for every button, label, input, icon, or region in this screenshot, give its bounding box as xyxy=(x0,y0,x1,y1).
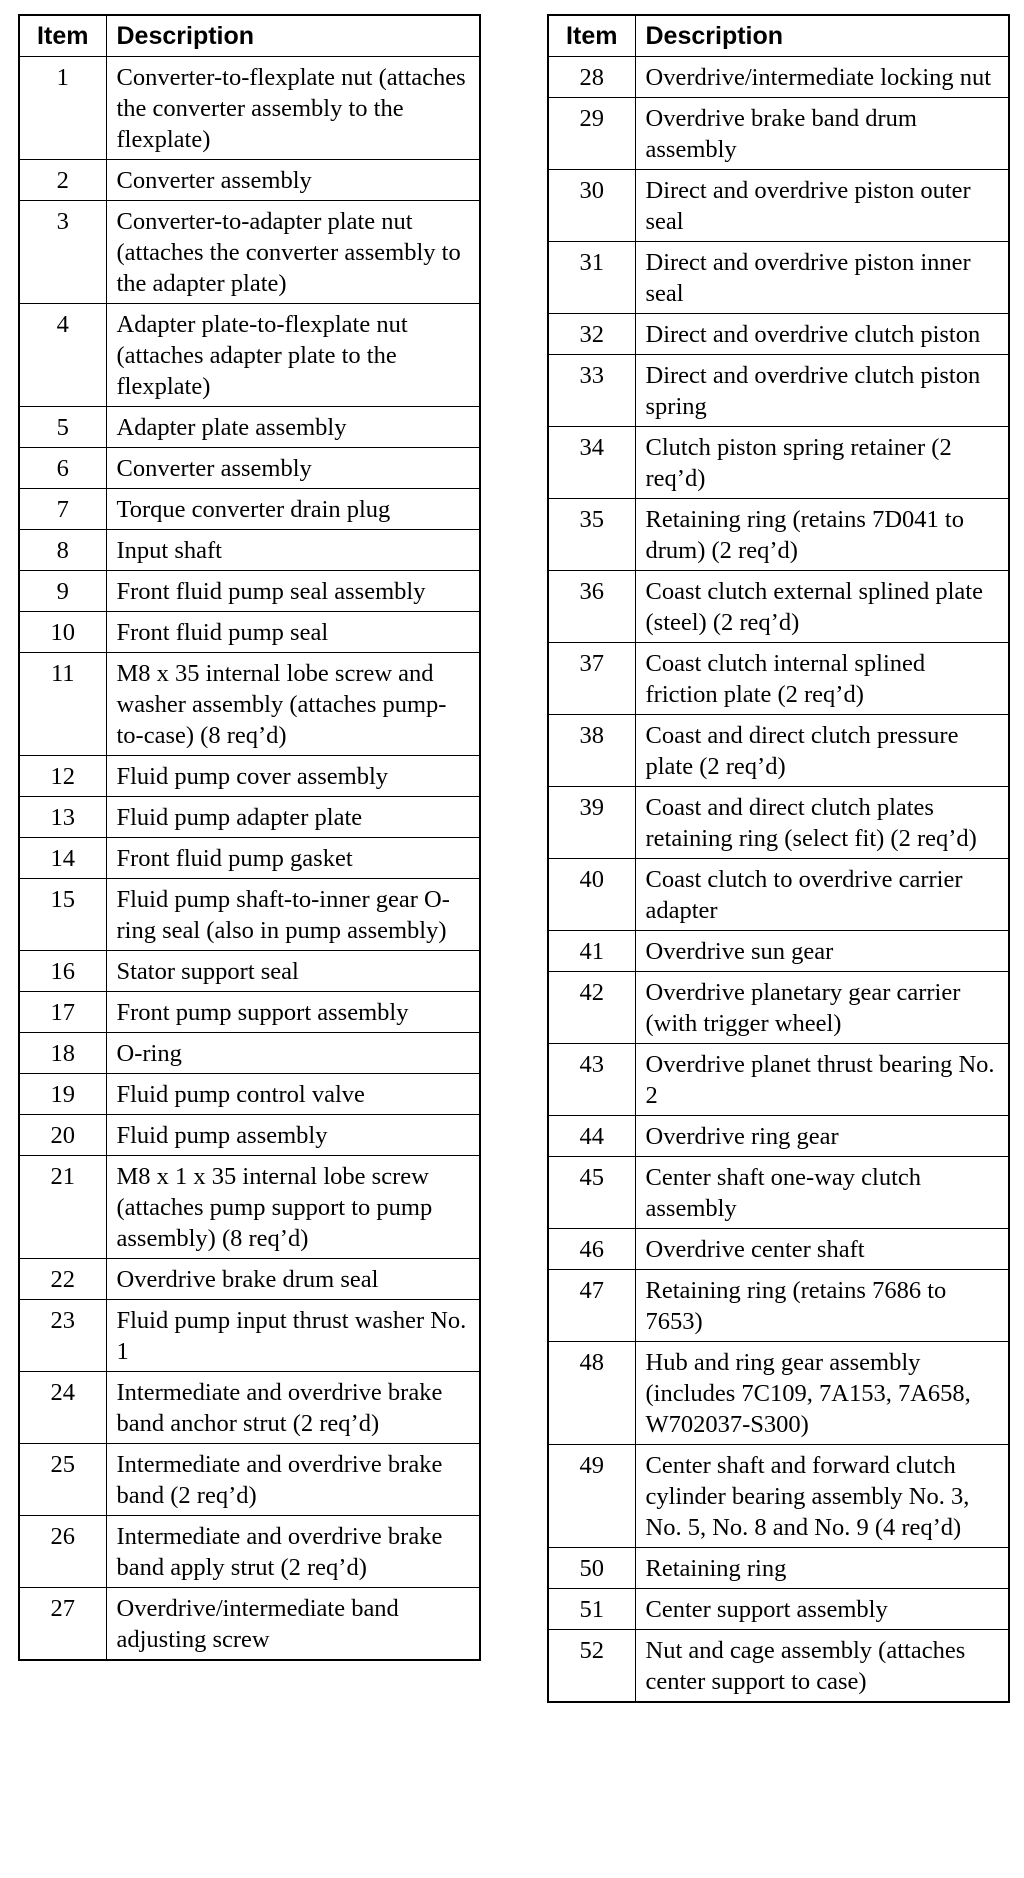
item-description: Input shaft xyxy=(106,530,480,571)
item-number: 21 xyxy=(19,1156,106,1259)
item-description: Center shaft one-way clutch assembly xyxy=(635,1157,1009,1229)
table-row xyxy=(19,489,480,530)
table-row xyxy=(548,1630,1009,1703)
table-row xyxy=(19,448,480,489)
item-description: Clutch piston spring retainer (2 req’d) xyxy=(635,427,1009,499)
item-number: 44 xyxy=(548,1116,635,1157)
item-number: 18 xyxy=(19,1033,106,1074)
table-row xyxy=(19,1115,480,1156)
item-number: 17 xyxy=(19,992,106,1033)
table-row xyxy=(19,57,480,160)
item-number: 25 xyxy=(19,1444,106,1516)
item-description: Direct and overdrive clutch piston xyxy=(635,314,1009,355)
item-number: 41 xyxy=(548,931,635,972)
table-row xyxy=(19,1372,480,1444)
item-description: Overdrive sun gear xyxy=(635,931,1009,972)
item-description: Adapter plate-to-flexplate nut (attaches adapter plate to the flexplate) xyxy=(106,304,480,407)
item-number: 13 xyxy=(19,797,106,838)
item-number: 49 xyxy=(548,1445,635,1548)
table-row xyxy=(19,612,480,653)
item-description: Hub and ring gear assembly (includes 7C109, 7A153, 7A658, W702037-S300) xyxy=(635,1342,1009,1445)
item-number: 32 xyxy=(548,314,635,355)
item-number: 4 xyxy=(19,304,106,407)
item-number: 38 xyxy=(548,715,635,787)
item-description: M8 x 35 internal lobe screw and washer assembly (attaches pump-to-case) (8 req’d) xyxy=(106,653,480,756)
item-description: Fluid pump adapter plate xyxy=(106,797,480,838)
item-description: Fluid pump control valve xyxy=(106,1074,480,1115)
item-description: Direct and overdrive piston outer seal xyxy=(635,170,1009,242)
item-number: 10 xyxy=(19,612,106,653)
item-description: Center shaft and forward clutch cylinder bearing assembly No. 3, No. 5, No. 8 and No. 9 (4 req’d) xyxy=(635,1445,1009,1548)
item-description: Coast clutch internal splined friction plate (2 req’d) xyxy=(635,643,1009,715)
item-number: 36 xyxy=(548,571,635,643)
item-number: 39 xyxy=(548,787,635,859)
item-description: Intermediate and overdrive brake band (2 req’d) xyxy=(106,1444,480,1516)
item-number: 46 xyxy=(548,1229,635,1270)
item-description: Torque converter drain plug xyxy=(106,489,480,530)
item-description: Fluid pump cover assembly xyxy=(106,756,480,797)
item-number: 42 xyxy=(548,972,635,1044)
item-number: 40 xyxy=(548,859,635,931)
item-description: Coast clutch external splined plate (steel) (2 req’d) xyxy=(635,571,1009,643)
table-row xyxy=(19,1516,480,1588)
item-number: 16 xyxy=(19,951,106,992)
item-number: 22 xyxy=(19,1259,106,1300)
item-number: 11 xyxy=(19,653,106,756)
header-row xyxy=(548,15,1009,57)
table-row xyxy=(19,201,480,304)
item-description: Coast and direct clutch pressure plate (2 req’d) xyxy=(635,715,1009,787)
table-row xyxy=(548,1270,1009,1342)
header-row xyxy=(19,15,480,57)
item-description: Overdrive/intermediate locking nut xyxy=(635,57,1009,98)
item-description: Intermediate and overdrive brake band apply strut (2 req’d) xyxy=(106,1516,480,1588)
table-row xyxy=(548,1342,1009,1445)
item-description: Center support assembly xyxy=(635,1589,1009,1630)
table-row xyxy=(19,756,480,797)
item-description: Coast and direct clutch plates retaining ring (select fit) (2 req’d) xyxy=(635,787,1009,859)
item-description: Retaining ring (retains 7D041 to drum) (2 req’d) xyxy=(635,499,1009,571)
table-row xyxy=(19,797,480,838)
item-number: 37 xyxy=(548,643,635,715)
item-number: 3 xyxy=(19,201,106,304)
item-number: 7 xyxy=(19,489,106,530)
item-description: Overdrive brake drum seal xyxy=(106,1259,480,1300)
description-header: Description xyxy=(106,15,480,57)
table-row xyxy=(548,170,1009,242)
item-description: O-ring xyxy=(106,1033,480,1074)
item-number: 14 xyxy=(19,838,106,879)
item-description: Converter-to-flexplate nut (attaches the converter assembly to the flexplate) xyxy=(106,57,480,160)
item-description: Nut and cage assembly (attaches center support to case) xyxy=(635,1630,1009,1703)
table-row xyxy=(548,1044,1009,1116)
item-number: 43 xyxy=(548,1044,635,1116)
table-row xyxy=(19,530,480,571)
item-description: Overdrive/intermediate band adjusting screw xyxy=(106,1588,480,1661)
table-row xyxy=(19,879,480,951)
item-description: Direct and overdrive clutch piston spring xyxy=(635,355,1009,427)
item-header: Item xyxy=(19,15,106,57)
item-number: 24 xyxy=(19,1372,106,1444)
table-row xyxy=(19,304,480,407)
table-row xyxy=(548,242,1009,314)
item-description: Front fluid pump seal xyxy=(106,612,480,653)
item-description: Adapter plate assembly xyxy=(106,407,480,448)
item-number: 5 xyxy=(19,407,106,448)
item-number: 19 xyxy=(19,1074,106,1115)
table-row xyxy=(19,160,480,201)
item-description: Converter assembly xyxy=(106,448,480,489)
table-row xyxy=(19,653,480,756)
table-row xyxy=(548,427,1009,499)
table-row xyxy=(548,98,1009,170)
parts-table-left-body xyxy=(19,57,480,1661)
item-number: 2 xyxy=(19,160,106,201)
item-description: M8 x 1 x 35 internal lobe screw (attaches pump support to pump assembly) (8 req’d) xyxy=(106,1156,480,1259)
item-number: 27 xyxy=(19,1588,106,1661)
table-row xyxy=(548,859,1009,931)
table-row xyxy=(19,1444,480,1516)
table-row xyxy=(548,1445,1009,1548)
item-description: Overdrive center shaft xyxy=(635,1229,1009,1270)
item-number: 50 xyxy=(548,1548,635,1589)
item-description: Retaining ring (retains 7686 to 7653) xyxy=(635,1270,1009,1342)
item-header: Item xyxy=(548,15,635,57)
table-row xyxy=(19,1300,480,1372)
table-row xyxy=(19,838,480,879)
item-number: 23 xyxy=(19,1300,106,1372)
table-row xyxy=(548,499,1009,571)
parts-table-right xyxy=(547,14,1010,1703)
table-row xyxy=(548,314,1009,355)
item-description: Front fluid pump gasket xyxy=(106,838,480,879)
item-number: 15 xyxy=(19,879,106,951)
item-description: Overdrive ring gear xyxy=(635,1116,1009,1157)
item-number: 51 xyxy=(548,1589,635,1630)
item-number: 45 xyxy=(548,1157,635,1229)
item-description: Fluid pump shaft-to-inner gear O-ring seal (also in pump assembly) xyxy=(106,879,480,951)
parts-table-left xyxy=(18,14,481,1661)
table-row xyxy=(548,787,1009,859)
item-description: Converter assembly xyxy=(106,160,480,201)
item-description: Front fluid pump seal assembly xyxy=(106,571,480,612)
item-number: 35 xyxy=(548,499,635,571)
item-description: Fluid pump assembly xyxy=(106,1115,480,1156)
item-number: 1 xyxy=(19,57,106,160)
item-number: 9 xyxy=(19,571,106,612)
item-number: 52 xyxy=(548,1630,635,1703)
table-row xyxy=(548,1157,1009,1229)
item-description: Overdrive brake band drum assembly xyxy=(635,98,1009,170)
table-row xyxy=(548,715,1009,787)
table-row xyxy=(548,1589,1009,1630)
item-description: Direct and overdrive piston inner seal xyxy=(635,242,1009,314)
item-description: Coast clutch to overdrive carrier adapter xyxy=(635,859,1009,931)
item-description: Converter-to-adapter plate nut (attaches the converter assembly to the adapter plate) xyxy=(106,201,480,304)
table-row xyxy=(19,407,480,448)
table-row xyxy=(548,1116,1009,1157)
table-row xyxy=(19,1156,480,1259)
table-row xyxy=(19,1074,480,1115)
item-number: 48 xyxy=(548,1342,635,1445)
item-description: Front pump support assembly xyxy=(106,992,480,1033)
table-row xyxy=(19,571,480,612)
table-row xyxy=(548,931,1009,972)
table-row xyxy=(548,1548,1009,1589)
item-number: 8 xyxy=(19,530,106,571)
item-number: 33 xyxy=(548,355,635,427)
item-description: Fluid pump input thrust washer No. 1 xyxy=(106,1300,480,1372)
table-row xyxy=(548,1229,1009,1270)
item-description: Intermediate and overdrive brake band anchor strut (2 req’d) xyxy=(106,1372,480,1444)
parts-table-right-body xyxy=(548,57,1009,1703)
item-description: Stator support seal xyxy=(106,951,480,992)
table-row xyxy=(19,951,480,992)
item-description: Overdrive planetary gear carrier (with trigger wheel) xyxy=(635,972,1009,1044)
item-number: 20 xyxy=(19,1115,106,1156)
item-number: 26 xyxy=(19,1516,106,1588)
item-number: 34 xyxy=(548,427,635,499)
table-row xyxy=(19,1033,480,1074)
item-number: 30 xyxy=(548,170,635,242)
table-row xyxy=(548,643,1009,715)
table-row xyxy=(19,992,480,1033)
table-row xyxy=(548,355,1009,427)
item-number: 47 xyxy=(548,1270,635,1342)
item-description: Overdrive planet thrust bearing No. 2 xyxy=(635,1044,1009,1116)
table-row xyxy=(548,972,1009,1044)
item-number: 28 xyxy=(548,57,635,98)
table-row xyxy=(548,571,1009,643)
table-row xyxy=(548,57,1009,98)
description-header: Description xyxy=(635,15,1009,57)
item-number: 29 xyxy=(548,98,635,170)
table-row xyxy=(19,1588,480,1661)
item-number: 12 xyxy=(19,756,106,797)
item-description: Retaining ring xyxy=(635,1548,1009,1589)
item-number: 31 xyxy=(548,242,635,314)
table-row xyxy=(19,1259,480,1300)
item-number: 6 xyxy=(19,448,106,489)
